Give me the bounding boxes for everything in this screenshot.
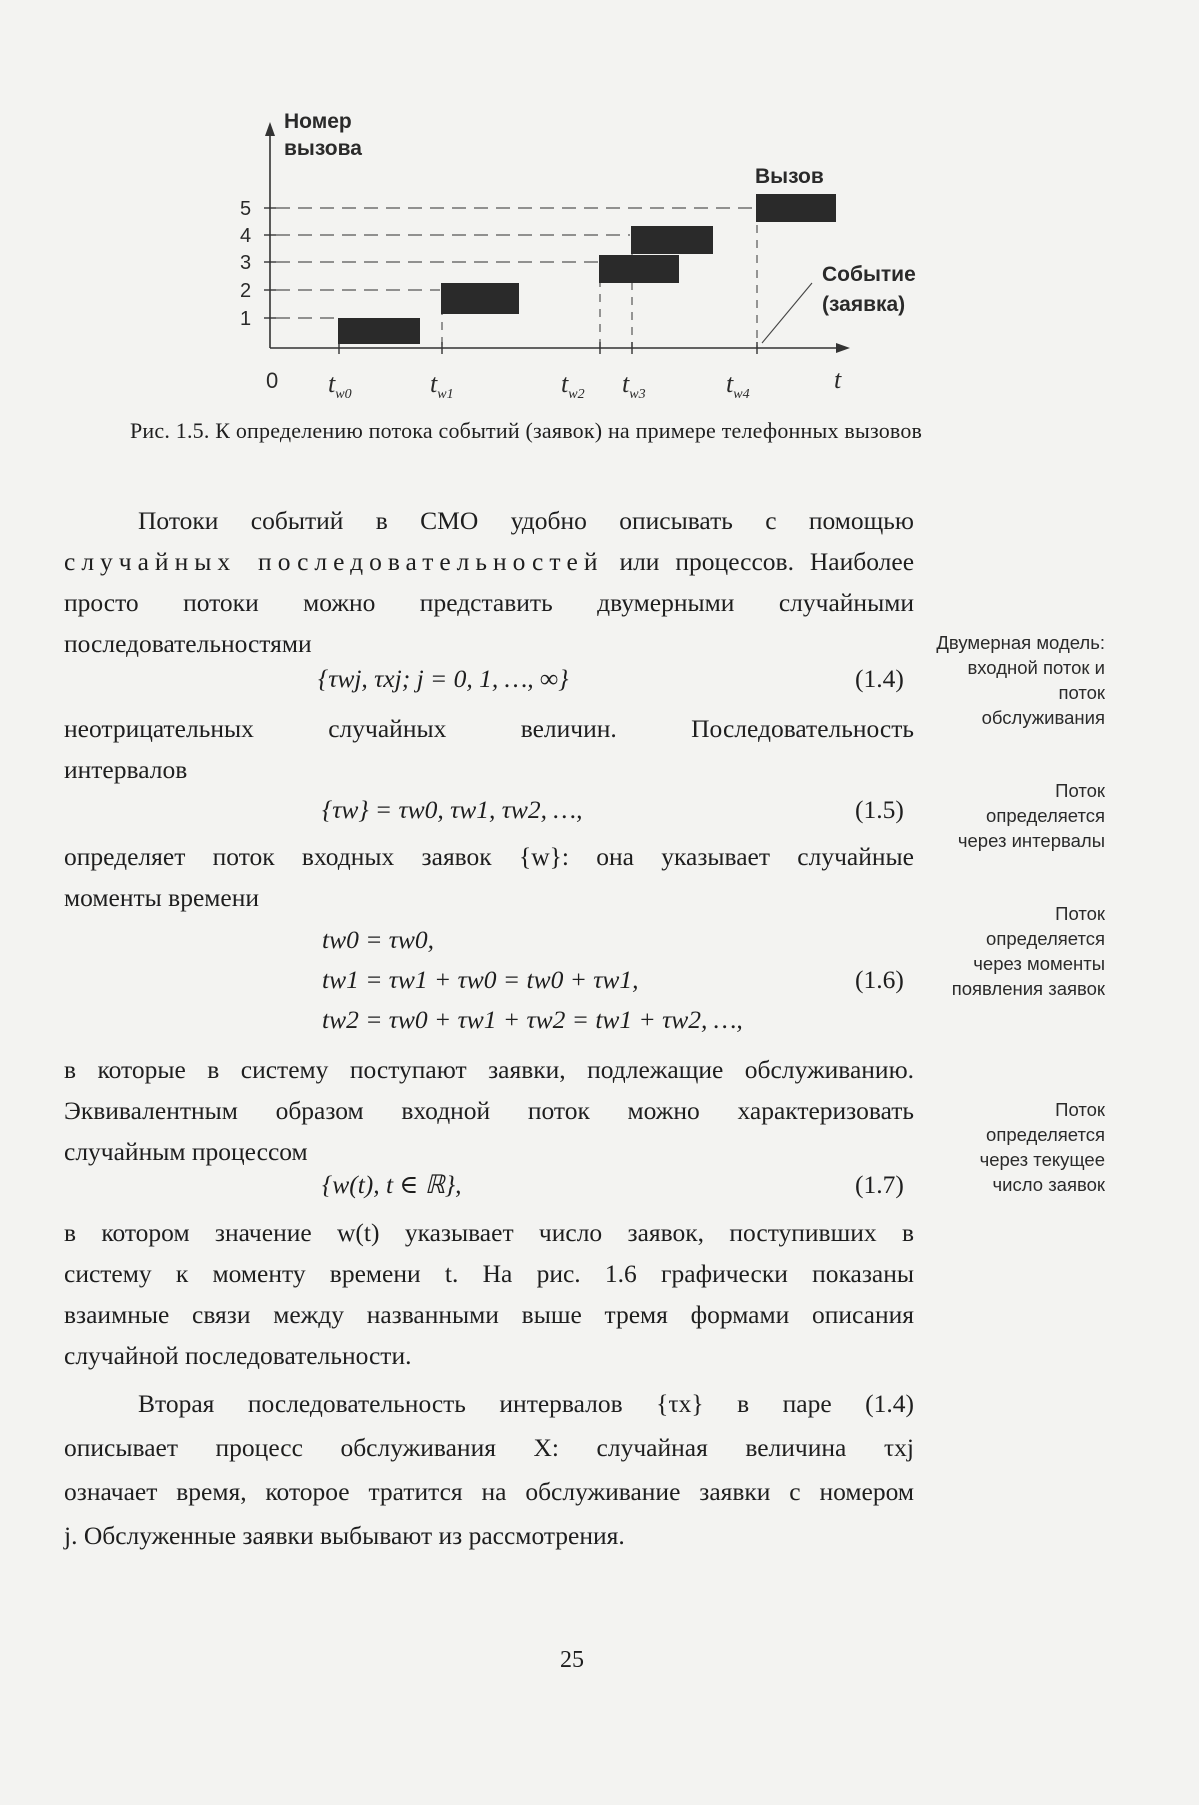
p6-line-4: j. Обслуженные заявки выбывают из рассмотрения. <box>64 1521 625 1550</box>
paragraph-3 <box>64 836 914 918</box>
figure-svg <box>0 0 1199 460</box>
x-tick-tw1: $t_{w1}$ <box>430 369 454 402</box>
equation-1-7: {w(t), t ∈ ℝ}, <box>322 1170 462 1199</box>
page-number: 25 <box>560 1647 584 1673</box>
event-pointer-line <box>762 283 812 343</box>
margin-note-4: Поток определяется через текущее число заявок <box>979 1099 1105 1195</box>
y-tick-4: 4 <box>240 225 252 247</box>
x-tick-tw0: $t_{w0}$ <box>328 369 352 402</box>
y-tick-5: 5 <box>240 198 252 220</box>
equation-1-6a: tw0 = τw0, <box>322 925 435 954</box>
p1-line-3: просто потоки можно представить двумерными случайными <box>64 588 914 617</box>
equation-1-6c: tw2 = τw0 + τw1 + τw2 = tw1 + τw2, …, <box>322 1005 743 1034</box>
call-bar-1 <box>338 318 420 344</box>
event-label-1: Событие <box>822 263 916 286</box>
event-label-2: (заявка) <box>822 293 906 316</box>
margin-note-1: Двумерная модель: входной поток и поток обслуживания <box>936 632 1105 728</box>
p1-line-1: Потоки событий в СМО удобно описывать с помощью <box>138 506 914 535</box>
y-tick-2: 2 <box>240 280 252 302</box>
paragraph-2 <box>64 708 914 790</box>
p1-line-2 <box>64 541 914 582</box>
p5-line-4: случайной последовательности. <box>64 1341 412 1370</box>
p2-line-1: неотрицательных случайных величин. Последовательность <box>64 714 914 743</box>
x-axis-arrow <box>836 343 850 353</box>
p1-line-2a: случайных последовательностей <box>64 547 604 576</box>
figure-call-flow <box>0 0 1199 460</box>
eq14-text: {τwj, τxj; j = 0, 1, …, ∞} <box>318 664 569 693</box>
equation-1-5: {τw} = τw0, τw1, τw2, …, <box>322 795 583 824</box>
p6-line-2: описывает процесс обслуживания X: случайная величина τxj <box>64 1433 914 1462</box>
y-tick-3: 3 <box>240 252 252 274</box>
p5-line-3: взаимные связи между названными выше тремя формами описания <box>64 1300 914 1329</box>
call-bar-2 <box>441 283 519 314</box>
equation-1-6b: tw1 = τw1 + τw0 = tw0 + τw1, <box>322 965 639 994</box>
p5-line-2: систему к моменту времени t. На рис. 1.6 графически показаны <box>64 1259 914 1288</box>
p6-line-3: означает время, которое тратится на обслуживание заявки с номером <box>64 1477 914 1506</box>
origin-label: 0 <box>266 368 279 393</box>
eq17-number: (1.7) <box>855 1170 904 1199</box>
call-bar-4 <box>631 226 713 254</box>
eq15-number: (1.5) <box>855 795 904 824</box>
p4-line-2: Эквивалентным образом входной поток можно характеризовать <box>64 1096 914 1125</box>
paragraph-1 <box>64 500 914 664</box>
p4-line-1: в которые в систему поступают заявки, подлежащие обслуживанию. <box>64 1055 914 1084</box>
p5-line-1: в котором значение w(t) указывает число заявок, поступивших в <box>64 1218 914 1247</box>
margin-note-3: Поток определяется через моменты появления заявок <box>951 903 1105 999</box>
paragraph-6 <box>64 1382 914 1558</box>
y-axis-label-1: Номер <box>284 110 352 133</box>
eq14-number: (1.4) <box>855 664 904 693</box>
paragraph-4 <box>64 1049 914 1172</box>
call-bar-3 <box>599 255 679 283</box>
eq16-number: (1.6) <box>855 965 904 994</box>
margin-note-2: Поток определяется через интервалы <box>957 780 1105 851</box>
x-tick-tw2: $t_{w2}$ <box>561 369 585 402</box>
p3-line-1: определяет поток входных заявок {w}: она указывает случайные <box>64 842 914 871</box>
call-label: Вызов <box>755 165 824 188</box>
x-tick-tw4: $t_{w4}$ <box>726 369 750 402</box>
y-axis-label-2: вызова <box>284 137 362 160</box>
x-tick-tw3: $t_{w3}$ <box>622 369 646 402</box>
p4-line-3: случайным процессом <box>64 1137 308 1166</box>
figure-caption: Рис. 1.5. К определению потока событий (заявок) на примере телефонных вызовов <box>130 418 923 443</box>
paragraph-5 <box>64 1212 914 1376</box>
p1-line-4: последовательностями <box>64 629 312 658</box>
x-axis-label: t <box>834 365 842 394</box>
y-axis-arrow <box>265 122 275 136</box>
call-bar-5 <box>756 194 836 222</box>
p6-line-1: Вторая последовательность интервалов {τx} в паре (1.4) <box>138 1389 914 1418</box>
equation-1-4 <box>318 664 568 694</box>
y-tick-1: 1 <box>240 308 252 330</box>
p1-line-2b: или процессов. Наиболее <box>619 547 915 576</box>
p2-line-2: интервалов <box>64 755 188 784</box>
p3-line-2: моменты времени <box>64 883 260 912</box>
